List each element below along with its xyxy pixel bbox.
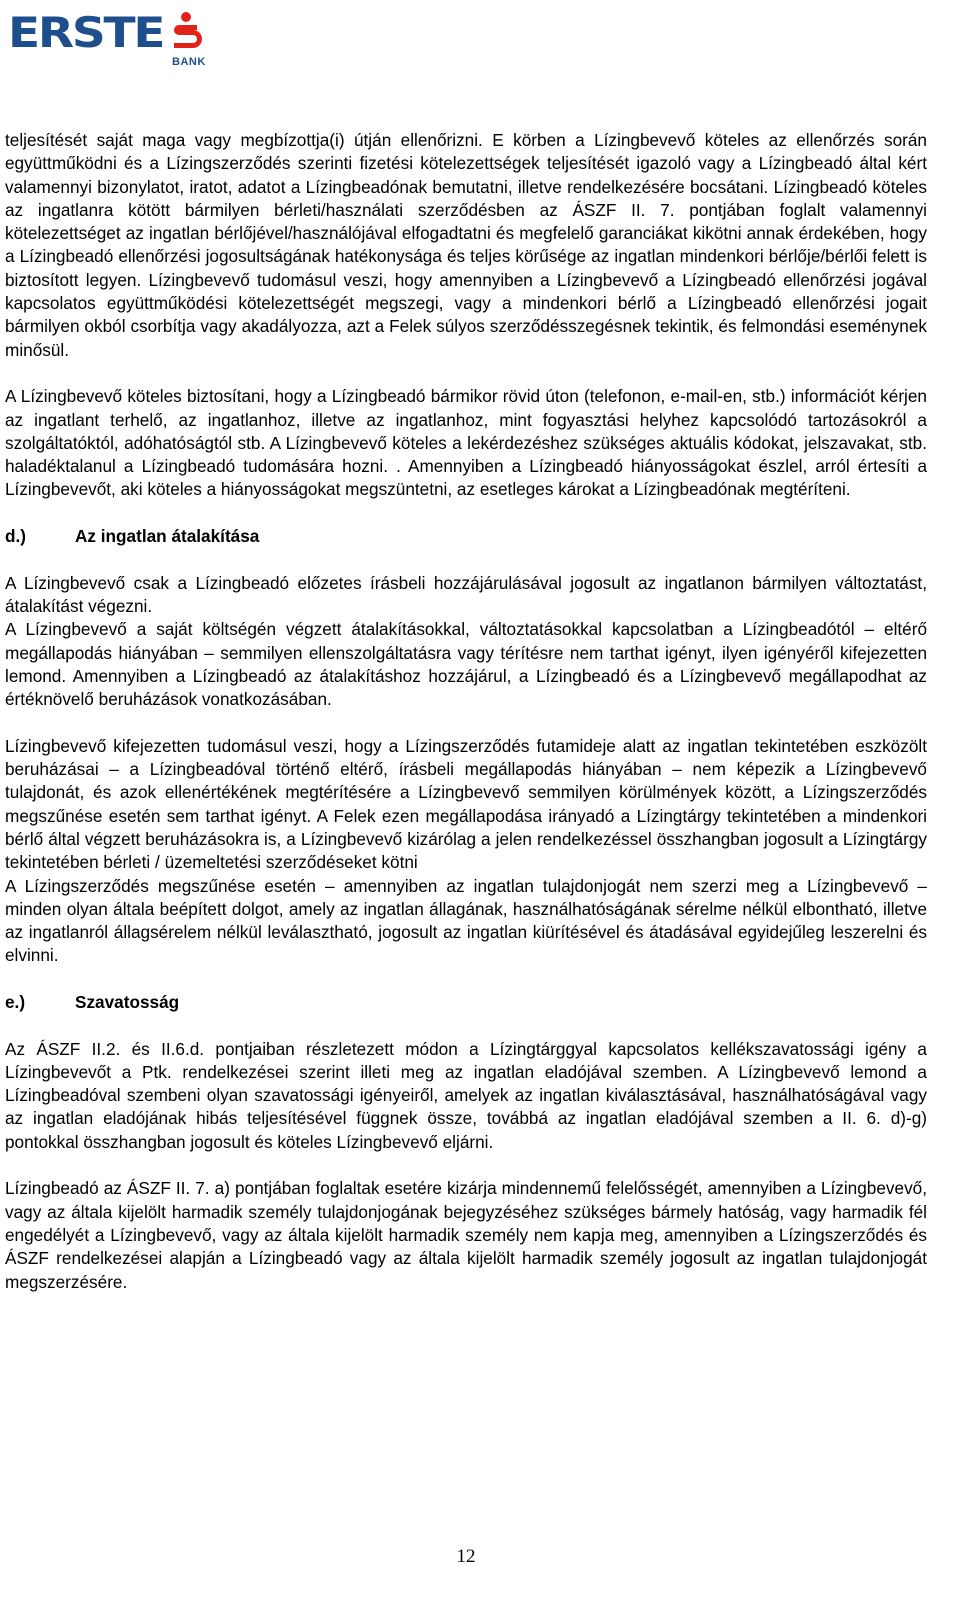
paragraph-modification-consent: A Lízingbevevő csak a Lízingbeadó előzetes írásbeli hozzájárulásával jogosult az ingatlanon bármilyen változtatást, átalakítást végezni. <box>5 572 927 616</box>
erste-bank-logo <box>8 6 208 68</box>
paragraph-modification-costs: A Lízingbevevő a saját költségén végzett átalakításokkal, változtatásokkal kapcsolatban a Lízingbeadótól – eltérő megállapodás hiányában – semmilyen ellenszolgáltatásra vagy térítésre nem tarthat igényt, ilyen igényéről kifejezetten lemond. Amennyiben a Lízingbeadó az átalakításhoz hozzájárul, a Lízingbeadó és a Lízingbevevő megállapodhat az értéknövelő beruházások vonatkozásában. <box>5 619 927 710</box>
logo-wordmark: ERSTE <box>8 8 164 57</box>
section-heading-d <box>5 525 927 548</box>
erste-s-icon <box>166 10 206 50</box>
section-number: d.) <box>5 526 26 547</box>
logo-bank-label: BANK <box>172 56 206 68</box>
section-number: e.) <box>5 991 26 1012</box>
paragraph-inspection: teljesítését saját maga vagy megbízottja(i) útján ellenőrizni. E körben a Lízingbevevő köteles az ellenőrzés során együttműködni és a Lízingszerződés szerinti fizetési kötelezettségek teljesítését igazoló vagy a Lízingbeadó által kért valamennyi bizonylatot, iratot, adatot a Lízingbeadónak bemutatni, illetve rendelkezésére bocsátani. Lízingbeadó köteles az ingatlanra kötött bármilyen bérleti/használati szerződésben az ÁSZF II. 7. pontjában foglalt valamennyi kötelezettséget az ingatlan bérlőjével/használójával elfogadtatni és megfelelő garanciákat kikötni annak érdekében, hogy a Lízingbeadó ellenőrzési jogosultságának hatékonysága és teljes körűsége az ingatlan mindenkori bérlője/bérlői felett is biztosított legyen. Lízingbevevő tudomásul veszi, hogy amennyiben a Lízingbevevő a Lízingbeadó ellenőrzési jogával kapcsolatos együttműködési kötelezettségét megszegi, vagy a mindenkori bérlő a Lízingbeadó ellenőrzési jogait bármilyen okból csorbítja vagy akadályozza, azt a Felek súlyos szerződésszegésnek tekintik, és felmondási eseménynek minősül. <box>5 130 927 360</box>
paragraph-investments: Lízingbevevő kifejezetten tudomásul veszi, hogy a Lízingszerződés futamideje alatt az ingatlan tekintetében eszközölt beruházásai – a Lízingbeadóval történő eltérő, írásbeli megállapodás hiányában – nem képezik a Lízingbevevő tulajdonát, és azok ellenértékének megtérítésére a Lízingbevevő semmilyen körülmények között, a Lízingszerződés megszűnése esetén sem tarthat igényt. A Felek ezen megállapodása irányadó a Lízingtárgy tekintetében a mindenkori bérlő által végzett beruházásokra is, a Lízingbevevő kizárólag a jelen rendelkezéssel összhangban jogosult a Lízingtárgy tekintetében bérleti / üzemeltetési szerződéseket kötni <box>5 735 927 873</box>
section-title: Az ingatlan átalakítása <box>75 526 260 547</box>
page-number: 12 <box>456 1546 476 1567</box>
document-body <box>5 129 927 1294</box>
paragraph-warranty: Az ÁSZF II.2. és II.6.d. pontjaiban részletezett módon a Lízingtárggyal kapcsolatos kellékszavatossági igény a Lízingbevevőt a Ptk. rendelkezései szerint illeti meg az ingatlan eladójával szemben. A Lízingbevevő lemond a Lízingbeadóval szembeni olyan szavatossági igényeiről, amelyek az ingatlan kiválasztásával, használhatóságával vagy az ingatlan eladójának hibás teljesítésével függnek össze, továbbá az ingatlan eladójával szemben a II. 6. d)-g) pontokkal összhangban jogosult és köteles Lízingbevevő eljárni. <box>5 1038 927 1152</box>
section-heading-e <box>5 991 927 1014</box>
paragraph-liability-exclusion: Lízingbeadó az ÁSZF II. 7. a) pontjában foglaltak esetére kizárja mindennemű felelősségét, amennyiben a Lízingbevevő, vagy az általa kijelölt harmadik személy tulajdonjogának bejegyzéséhez szükséges bármely hatóság, vagy harmadik fél engedélyét a Lízingbevevő, vagy az általa kijelölt harmadik személy nem kapja meg, amennyiben a Lízingszerződés és ÁSZF rendelkezései alapján a Lízingbeadó vagy az általa kijelölt harmadik személy jogosult az ingatlan tulajdonjogát megszerzésére. <box>5 1178 927 1292</box>
paragraph-termination-removal: A Lízingszerződés megszűnése esetén – amennyiben az ingatlan tulajdonjogát nem szerzi meg a Lízingbevevő – minden olyan általa beépített dolgot, amely az ingatlan állagának, használhatóságának sérelme nélkül elbontható, illetve az ingatlanról állagsérelem nélkül leválasztható, jogosult az ingatlan kiürítésével és átadásával egyidejűleg leszerelni és elvinni. <box>5 875 927 966</box>
paragraph-information-request: A Lízingbevevő köteles biztosítani, hogy a Lízingbeadó bármikor rövid úton (telefonon, e-mail-en, stb.) információt kérjen az ingatlant terhelő, az ingatlanhoz, illetve az ingatlanhoz, mint fogyasztási helyhez kapcsolódó tartozásokról a szolgáltatóktól, adóhatóságtól stb. A Lízingbevevő köteles a lekérdezéshez szükséges aktuális kódokat, jelszavakat, stb. haladéktalanul a Lízingbeadó tudomására hozni. . Amennyiben a Lízingbeadó hiányosságokat észlel, arról értesíti a Lízingbevevőt, aki köteles a hiányosságokat megszüntetni, az esetleges károkat a Lízingbeadónak megtéríteni. <box>5 386 927 500</box>
section-title: Szavatosság <box>75 991 180 1012</box>
